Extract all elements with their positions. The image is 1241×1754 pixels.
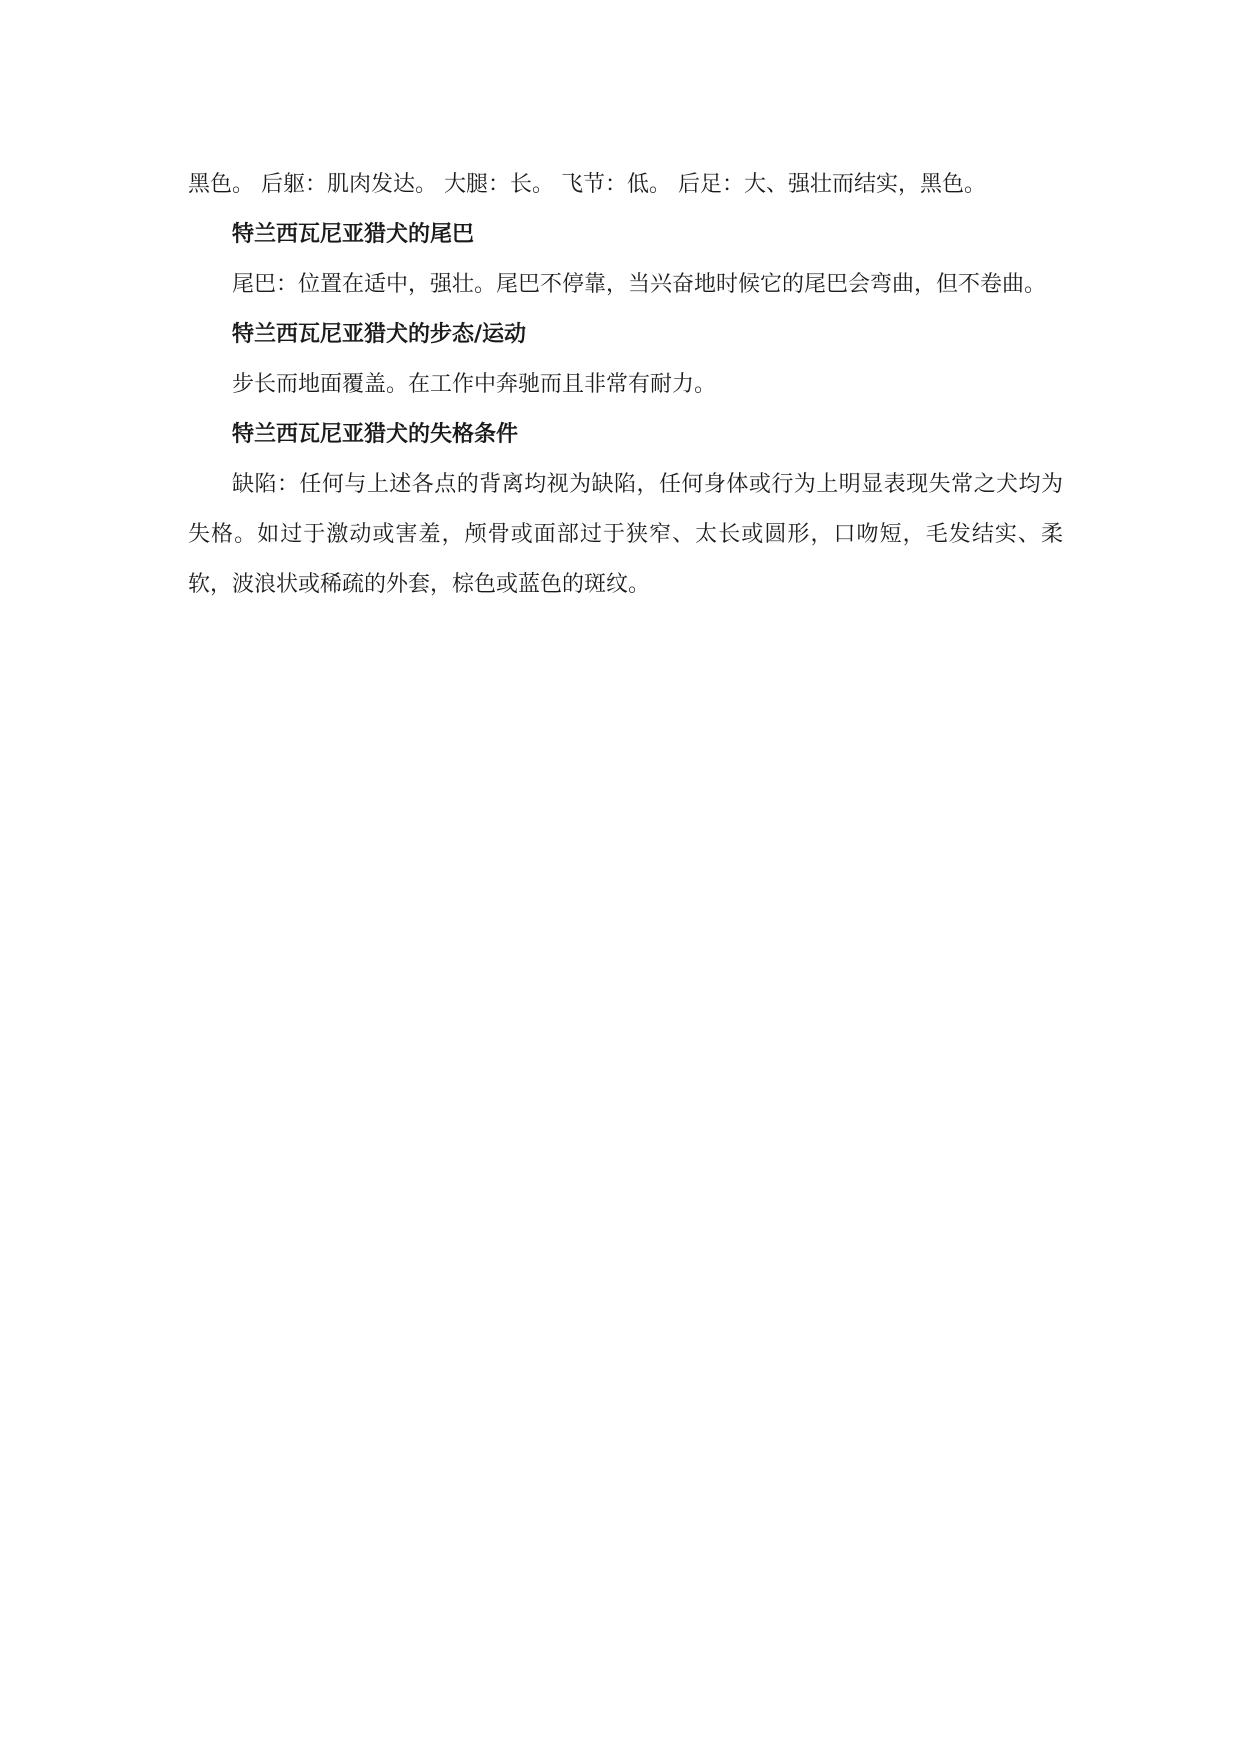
document-content [188, 160, 1063, 610]
body-paragraph-hindquarters: 黑色。 后躯：肌肉发达。 大腿：长。 飞节：低。 后足：大、强壮而结实，黑色。 [188, 172, 986, 197]
body-paragraph-gait: 步长而地面覆盖。在工作中奔驰而且非常有耐力。 [232, 372, 717, 397]
section-heading-gait: 特兰西瓦尼亚猎犬的步态/运动 [232, 322, 527, 347]
body-paragraph-disqualifications: 缺陷：任何与上述各点的背离均视为缺陷，任何身体或行为上明显表现失常之犬均为失格。如过于激动或害羞，颅骨或面部过于狭窄、太长或圆形，口吻短，毛发结实、柔软，波浪状或稀疏的外套，棕色或蓝色的斑纹。 [188, 472, 1063, 597]
section-heading-tail: 特兰西瓦尼亚猎犬的尾巴 [232, 222, 475, 247]
section-heading-disqualifications: 特兰西瓦尼亚猎犬的失格条件 [232, 422, 519, 447]
body-paragraph-tail: 尾巴：位置在适中，强壮。尾巴不停靠，当兴奋地时候它的尾巴会弯曲，但不卷曲。 [232, 272, 1047, 297]
